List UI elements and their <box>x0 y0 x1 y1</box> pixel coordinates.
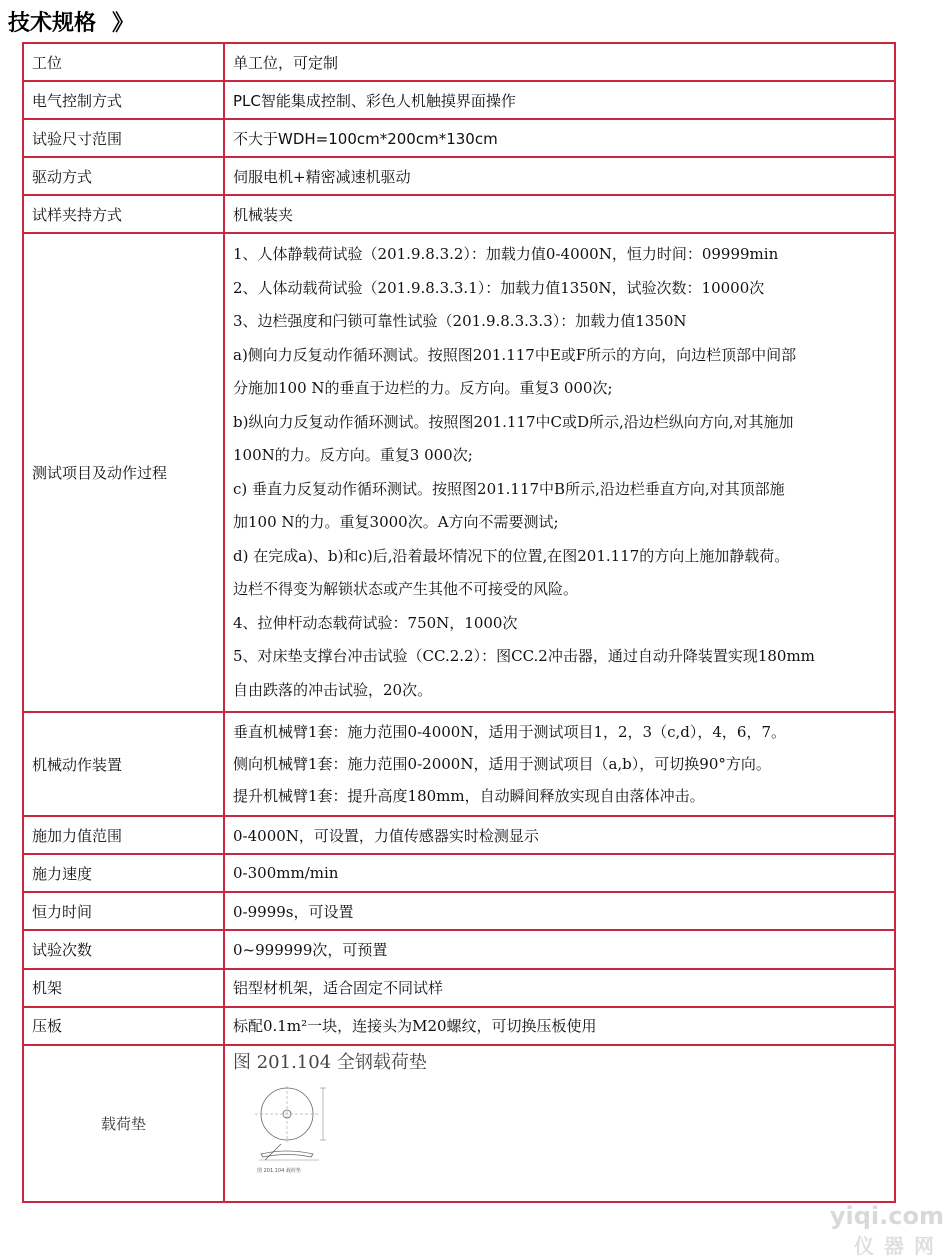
row-label: 机架 <box>23 969 224 1007</box>
text-line: 3、边栏强度和闩锁可靠性试验（201.9.8.3.3.3）：加载力值1350N <box>233 312 687 331</box>
table-row <box>23 157 895 195</box>
row-value: 0-4000N，可设置，力值传感器实时检测显示 <box>224 816 895 854</box>
text-line: 100N的力。反方向。重复3 000次; <box>233 446 473 465</box>
watermark <box>824 1202 948 1258</box>
text-line: b)纵向力反复动作循环测试。按照图201.117中C或D所示,沿边栏纵向方向,对其施加 <box>233 412 794 431</box>
row-value: 机械装夹 <box>224 195 895 233</box>
table-row <box>23 195 895 233</box>
section-title-text: 技术规格 <box>8 10 97 36</box>
table-row <box>23 1007 895 1045</box>
row-label: 施加力值范围 <box>23 816 224 854</box>
row-label: 测试项目及动作过程 <box>23 233 224 712</box>
text-line: 分施加100 N的垂直于边栏的力。反方向。重复3 000次; <box>233 379 613 398</box>
row-value: PLC智能集成控制、彩色人机触摸界面操作 <box>224 81 895 119</box>
text-line: 1、人体静载荷试验（201.9.8.3.2）：加载力值0-4000N，恒力时间：09999min <box>233 245 779 264</box>
mechanism-value <box>224 712 895 816</box>
test-items-value <box>224 233 895 712</box>
watermark-domain: yiqi.com <box>829 1202 944 1230</box>
table-row <box>23 930 895 968</box>
row-label: 工位 <box>23 43 224 81</box>
row-label: 试样夹持方式 <box>23 195 224 233</box>
row-label: 机械动作装置 <box>23 712 224 816</box>
row-value: 单工位，可定制 <box>224 43 895 81</box>
table-row-mechanism <box>23 712 895 816</box>
text-line: 4、拉伸杆动态载荷试验：750N，1000次 <box>233 613 518 632</box>
row-label: 电气控制方式 <box>23 81 224 119</box>
section-title <box>8 4 128 38</box>
table-row <box>23 81 895 119</box>
row-label: 载荷垫 <box>23 1045 224 1202</box>
row-value: 铝型材机架，适合固定不同试样 <box>224 969 895 1007</box>
table-row-load-pad <box>23 1045 895 1202</box>
figure-caption: 图 201.104 全钢载荷垫 <box>233 1051 427 1073</box>
text-line: 垂直机械臂1套：施力范围0-4000N，适用于测试项目1，2，3（c,d），4，6，7。 <box>233 723 786 742</box>
table-row <box>23 854 895 892</box>
text-line: d) 在完成a)、b)和c)后,沿着最坏情况下的位置,在图201.117的方向上施加静载荷。 <box>233 546 790 565</box>
text-line: c) 垂直力反复动作循环测试。按照图201.117中B所示,沿边栏垂直方向,对其顶部施 <box>233 479 785 498</box>
spec-table <box>22 42 896 1203</box>
text-line: 提升机械臂1套：提升高度180mm，自动瞬间释放实现自由落体冲击。 <box>233 787 705 806</box>
text-line: 5、对床垫支撑台冲击试验（CC.2.2）：图CC.2冲击器，通过自动升降装置实现180mm <box>233 647 815 666</box>
row-value: 0~999999次，可预置 <box>224 930 895 968</box>
row-value: 0-300mm/min <box>224 854 895 892</box>
text-line: 边栏不得变为解锁状态或产生其他不可接受的风险。 <box>233 580 579 599</box>
row-label: 驱动方式 <box>23 157 224 195</box>
watermark-brand: 仪器网 <box>854 1234 944 1258</box>
row-label: 压板 <box>23 1007 224 1045</box>
row-value: 0-9999s，可设置 <box>224 892 895 930</box>
text-line: 2、人体动载荷试验（201.9.8.3.3.1）：加载力值1350N，试验次数：10000次 <box>233 278 765 297</box>
row-label: 施力速度 <box>23 854 224 892</box>
row-value: 标配0.1m²一块，连接头为M20螺纹，可切换压板使用 <box>224 1007 895 1045</box>
table-row <box>23 43 895 81</box>
text-line: a)侧向力反复动作循环测试。按照图201.117中E或F所示的方向，向边栏顶部中间部 <box>233 345 797 364</box>
table-row-test-items <box>23 233 895 712</box>
load-pad-diagram <box>249 1086 331 1176</box>
row-label: 恒力时间 <box>23 892 224 930</box>
row-value: 不大于WDH=100cm*200cm*130cm <box>224 119 895 157</box>
figure-label: 图 201.104 载荷垫 <box>257 1167 301 1174</box>
table-row <box>23 892 895 930</box>
text-line: 侧向机械臂1套：施力范围0-2000N，适用于测试项目（a,b），可切换90°方向。 <box>233 755 771 774</box>
table-row <box>23 816 895 854</box>
table-row <box>23 969 895 1007</box>
load-pad-figure <box>249 1086 886 1180</box>
table-row <box>23 119 895 157</box>
double-chevron-icon: 》 <box>112 10 129 36</box>
row-value: 伺服电机+精密减速机驱动 <box>224 157 895 195</box>
text-line: 自由跌落的冲击试验，20次。 <box>233 680 433 699</box>
row-label: 试验次数 <box>23 930 224 968</box>
text-line: 加100 N的力。重复3000次。A方向不需要测试; <box>233 513 559 532</box>
row-label: 试验尺寸范围 <box>23 119 224 157</box>
load-pad-value <box>224 1045 895 1202</box>
